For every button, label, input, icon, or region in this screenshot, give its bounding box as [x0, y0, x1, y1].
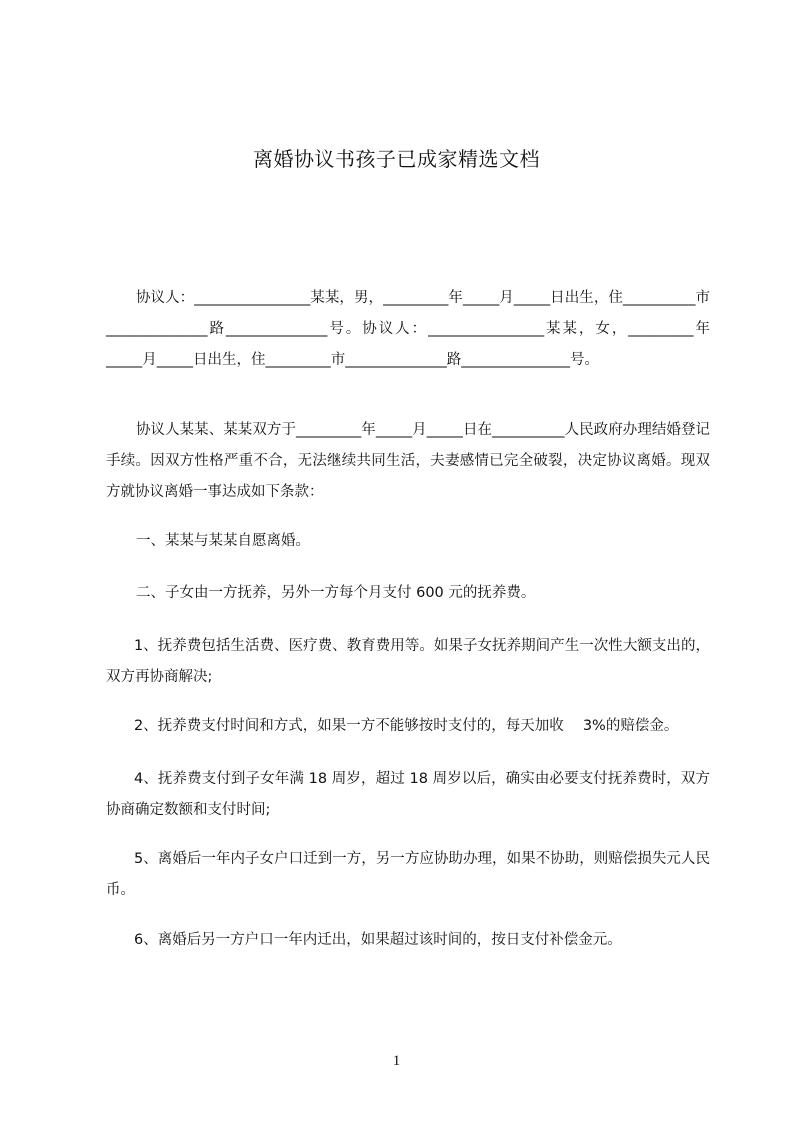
document-title: 离婚协议书孩子已成家精选文档: [253, 147, 540, 171]
page-number: 1: [392, 1053, 401, 1069]
clause-2-item-2: 2、抚养费支付时间和方式，如果一方不能够按时支付的，每天加收 3%的赔偿金。: [134, 718, 679, 734]
clause-2-item-5: 5、离婚后一年内子女户口迁到一方，另一方应协助办理，如果不协助，则赔偿损失元人民币。: [106, 851, 710, 898]
parties-paragraph: 协议人：________________某某，男，_________年_____月_____日出生，住__________市______________路______________号。协议人：________________某某，女，_________年_____月_____日出生，住_________市______________路_______________号。: [106, 290, 710, 368]
clause-2: 二、子女由一方抚养，另外一方每个月支付 600 元的抚养费。: [136, 585, 536, 601]
clause-2-item-6: 6、离婚后另一方户口一年内迁出，如果超过该时间的，按日支付补偿金元。: [134, 932, 622, 948]
clause-2-item-4: 4、抚养费支付到子女年满 18 周岁，超过 18 周岁以后，确实由必要支付抚养费时，双方协商确定数额和支付时间;: [106, 771, 710, 818]
clause-1: 一、某某与某某自愿离婚。: [136, 533, 310, 549]
clause-2-item-1: 1、抚养费包括生活费、医疗费、教育费用等。如果子女抚养期间产生一次性大额支出的，双方再协商解决;: [106, 638, 710, 685]
marriage-registration-paragraph: 协议人某某、某某双方于_________年_____月_____日在__________人民政府办理结婚登记手续。因双方性格严重不合，无法继续共同生活，夫妻感情已完全破裂，决定协议离婚。现双方就协议离婚一事达成如下条款：: [106, 422, 710, 500]
